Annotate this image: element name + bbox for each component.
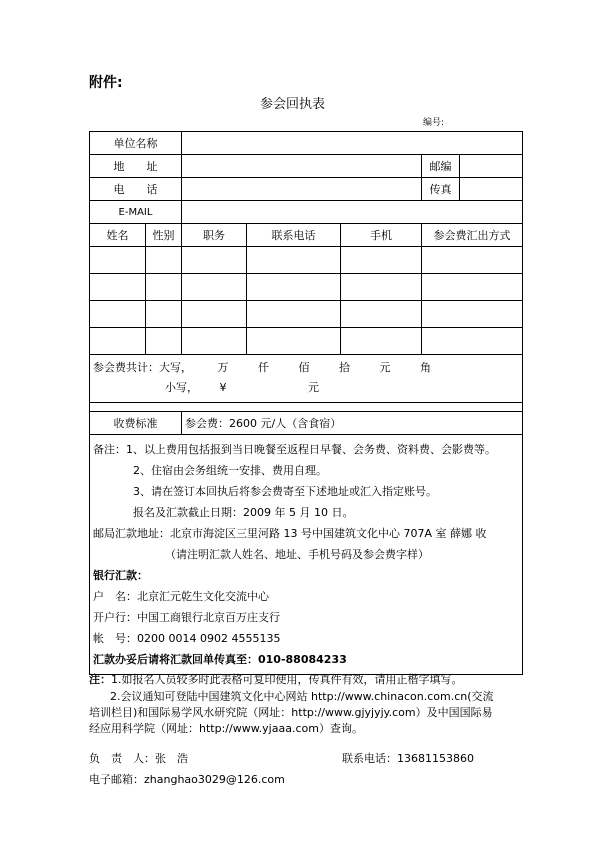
account-name: 户 名：北京汇元乾生文化交流中心 bbox=[93, 590, 269, 603]
address-label: 地 址 bbox=[90, 155, 182, 178]
cell[interactable] bbox=[247, 328, 341, 355]
cell[interactable] bbox=[182, 328, 247, 355]
col-header-payment: 参会费汇出方式 bbox=[422, 224, 523, 247]
fee-total-cell bbox=[90, 355, 523, 403]
col-header-name: 姓名 bbox=[90, 224, 146, 247]
contact-email: 电子邮箱：zhanghao3029@126.com bbox=[89, 773, 285, 786]
yen-sign: ¥ bbox=[219, 381, 227, 394]
mail-address: 邮局汇款地址：北京市海淀区三里河路 13 号中国建筑文化中心 707A 室 薛娜 收 bbox=[93, 527, 487, 540]
number-label: 编号: bbox=[423, 118, 445, 128]
email-label: E-MAIL bbox=[90, 201, 182, 224]
fee-unit-jiao: 角 bbox=[420, 361, 431, 374]
fee-unit-bai: 佰 bbox=[298, 361, 310, 374]
footer-note-2a: 2.会议通知可登陆中国建筑文化中心网站 http://www.chinacon.com.cn(交流 bbox=[110, 690, 494, 703]
col-header-mobile: 手机 bbox=[341, 224, 422, 247]
fax-field[interactable] bbox=[460, 178, 523, 201]
cell[interactable] bbox=[341, 274, 422, 301]
unit-name-label: 单位名称 bbox=[90, 132, 182, 155]
footer-note-2b: 培训栏目)和国际易学风水研究院（网址：http://www.gjyjyjy.com）及中国国际易 bbox=[89, 706, 493, 719]
table-row bbox=[90, 274, 523, 301]
fax-label: 传真 bbox=[422, 178, 460, 201]
note-2: 2、住宿由会务组统一安排、费用自理。 bbox=[133, 464, 327, 477]
account-number: 帐 号：0200 0014 0902 4555135 bbox=[93, 632, 281, 645]
cell[interactable] bbox=[341, 328, 422, 355]
fee-total-label: 参会费共计：大写， bbox=[93, 361, 192, 374]
note-3: 3、请在签订本回执后将参会费寄至下述地址或汇入指定账号。 bbox=[133, 485, 437, 498]
contact-phone: 联系电话：13681153860 bbox=[342, 752, 474, 765]
phone-field[interactable] bbox=[182, 178, 422, 201]
cell[interactable] bbox=[422, 274, 523, 301]
cell[interactable] bbox=[247, 301, 341, 328]
postcode-label: 邮编 bbox=[422, 155, 460, 178]
unit-name-field[interactable] bbox=[182, 132, 523, 155]
table-row bbox=[90, 328, 523, 355]
address-field[interactable] bbox=[182, 155, 422, 178]
email-field[interactable] bbox=[182, 201, 523, 224]
cell[interactable] bbox=[146, 328, 182, 355]
cell[interactable] bbox=[247, 274, 341, 301]
cell[interactable] bbox=[341, 301, 422, 328]
cell[interactable] bbox=[182, 247, 247, 274]
cell[interactable] bbox=[247, 247, 341, 274]
mail-note: （请注明汇款人姓名、地址、手机号码及参会费字样） bbox=[165, 548, 429, 561]
cell[interactable] bbox=[90, 328, 146, 355]
fee-unit-yuan: 元 bbox=[379, 361, 391, 374]
cell[interactable] bbox=[90, 247, 146, 274]
registration-form bbox=[89, 131, 523, 675]
table-row bbox=[90, 247, 523, 274]
cell[interactable] bbox=[422, 247, 523, 274]
cell[interactable] bbox=[182, 301, 247, 328]
note-4: 报名及汇款截止日期：2009 年 5 月 10 日。 bbox=[133, 506, 354, 519]
footer-note-label: 注： bbox=[89, 673, 111, 686]
fax-notice: 汇款办妥后请将汇款回单传真至：010-88084233 bbox=[93, 653, 347, 666]
cell[interactable] bbox=[182, 274, 247, 301]
cell[interactable] bbox=[146, 247, 182, 274]
footer-note-2c: 经应用科学院（网址：http://www.yjaaa.com）查询。 bbox=[89, 722, 363, 735]
cell[interactable] bbox=[90, 274, 146, 301]
note-1: 备注：1、以上费用包括报到当日晚餐至返程日早餐、会务费、资料费、会影费等。 bbox=[93, 443, 496, 456]
cell[interactable] bbox=[90, 301, 146, 328]
contact-person: 负 责 人：张 浩 bbox=[89, 752, 188, 765]
bank-name: 开户行：中国工商银行北京百万庄支行 bbox=[93, 611, 280, 624]
table-row bbox=[90, 301, 523, 328]
cell[interactable] bbox=[146, 301, 182, 328]
fee-unit-wan: 万 bbox=[217, 361, 229, 374]
col-header-phone: 联系电话 bbox=[247, 224, 341, 247]
cell[interactable] bbox=[422, 301, 523, 328]
spacer-cell bbox=[90, 403, 523, 412]
attachment-label: 附件: bbox=[89, 75, 123, 91]
fee-lower-label: 小写， bbox=[165, 381, 198, 394]
notes-cell bbox=[90, 435, 523, 675]
yuan-label: 元 bbox=[308, 381, 319, 394]
col-header-position: 职务 bbox=[182, 224, 247, 247]
cell[interactable] bbox=[146, 274, 182, 301]
fee-standard-value: 参会费：2600 元/人（含食宿） bbox=[182, 412, 523, 435]
page-title: 参会回执表 bbox=[260, 97, 326, 112]
fee-unit-shi: 拾 bbox=[339, 361, 350, 374]
cell[interactable] bbox=[422, 328, 523, 355]
fee-unit-qian: 仟 bbox=[258, 361, 269, 374]
phone-label: 电 话 bbox=[90, 178, 182, 201]
footer-note-1: 1.如报名人员较多时此表格可复印使用，传真件有效，请用正楷字填写。 bbox=[111, 673, 463, 686]
bank-title: 银行汇款： bbox=[93, 569, 148, 582]
cell[interactable] bbox=[341, 247, 422, 274]
fee-standard-label: 收费标准 bbox=[90, 412, 182, 435]
footer-note-1-line bbox=[89, 671, 463, 687]
postcode-field[interactable] bbox=[460, 155, 523, 178]
col-header-gender: 性别 bbox=[146, 224, 182, 247]
